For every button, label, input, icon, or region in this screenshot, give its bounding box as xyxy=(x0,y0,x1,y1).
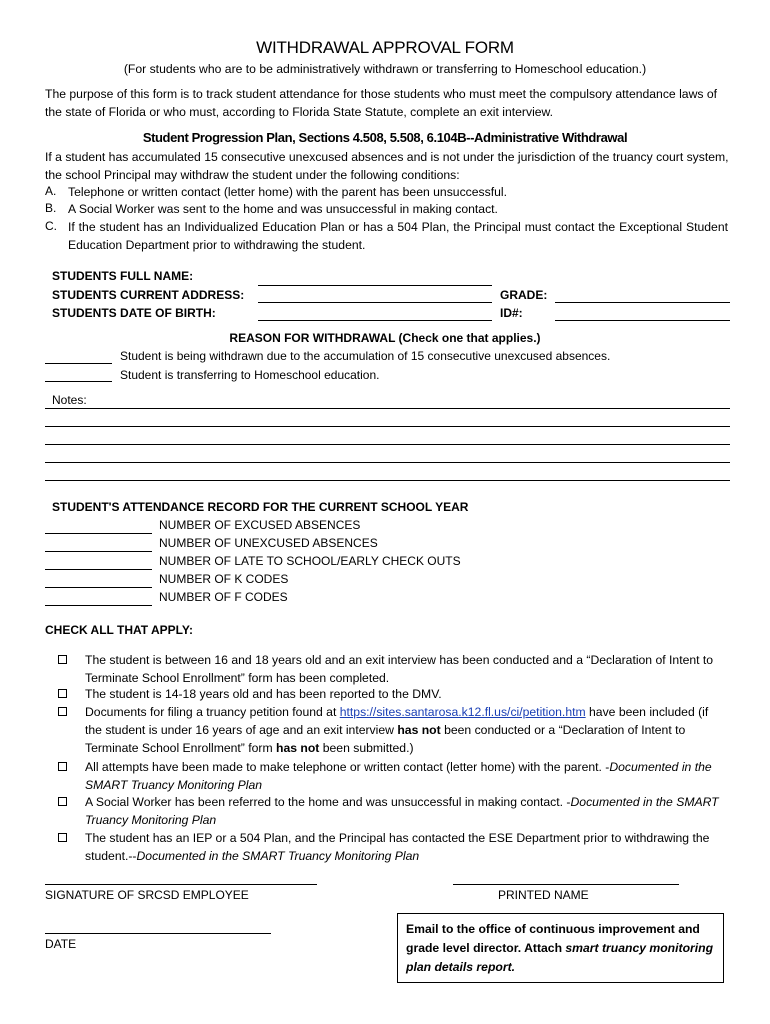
full-name-field[interactable] xyxy=(258,285,492,286)
notes-line-1[interactable] xyxy=(45,408,730,409)
dob-label: STUDENTS DATE OF BIRTH: xyxy=(52,306,216,320)
checklist-item-2: The student is 14-18 years old and has been reported to the DMV. xyxy=(85,687,442,701)
checklist-item-4: All attempts have been made to make telephone or written contact (letter home) with the parent. -Documented in the SMART Truancy Monitoring Plan xyxy=(85,760,712,792)
checklist-item-6: The student has an IEP or a 504 Plan, and the Principal has contacted the ESE Department prior to withdrawing the student.--Documented in the SMART Truancy Monitoring Plan xyxy=(85,831,710,863)
id-field[interactable] xyxy=(555,320,730,321)
unexcused-field[interactable] xyxy=(45,551,152,552)
checkbox-6[interactable] xyxy=(58,833,67,842)
condition-a-text: Telephone or written contact (letter home) with the parent has been unsuccessful. xyxy=(68,185,507,199)
reason-option-2: Student is transferring to Homeschool education. xyxy=(120,368,380,382)
address-label: STUDENTS CURRENT ADDRESS: xyxy=(52,288,245,302)
notes-line-2[interactable] xyxy=(45,426,730,427)
employee-signature-field[interactable] xyxy=(45,884,317,885)
plan-heading: Student Progression Plan, Sections 4.508, 5.508, 6.104B--Administrative Withdrawal xyxy=(142,130,628,145)
purpose-paragraph: The purpose of this form is to track student attendance for those students who must meet the compulsory attendance laws of the state of Florida or who must, according to Florida State Statute, complete an exit interview. xyxy=(45,87,718,119)
notes-label: Notes: xyxy=(52,393,87,407)
notes-line-5[interactable] xyxy=(45,480,730,481)
grade-label: GRADE: xyxy=(500,288,548,302)
checklist-item-5: A Social Worker has been referred to the home and was unsuccessful in making contact. -Documented in the SMART Truancy Monitoring Plan xyxy=(85,795,719,827)
k-codes-label: NUMBER OF K CODES xyxy=(159,572,289,586)
condition-a-letter: A. xyxy=(45,184,57,198)
unexcused-label: NUMBER OF UNEXCUSED ABSENCES xyxy=(159,536,378,550)
reason-option-2-field[interactable] xyxy=(45,381,112,382)
checklist-heading: CHECK ALL THAT APPLY: xyxy=(45,623,194,637)
petition-link[interactable]: https://sites.santarosa.k12.fl.us/ci/petition.htm xyxy=(339,705,586,719)
checkbox-2[interactable] xyxy=(58,689,67,698)
form-title: WITHDRAWAL APPROVAL FORM xyxy=(256,38,514,57)
grade-field[interactable] xyxy=(555,302,730,303)
attendance-heading: STUDENT'S ATTENDANCE RECORD FOR THE CURRENT SCHOOL YEAR xyxy=(52,500,469,514)
notes-line-3[interactable] xyxy=(45,444,730,445)
checkbox-1[interactable] xyxy=(58,655,67,664)
reason-option-1-field[interactable] xyxy=(45,363,112,364)
notes-line-4[interactable] xyxy=(45,462,730,463)
condition-c-text: If the student has an Individualized Education Plan or has a 504 Plan, the Principal must contact the Exceptional Student Education Department prior to withdrawing the student. xyxy=(68,220,728,252)
date-label: DATE xyxy=(45,937,77,951)
excused-field[interactable] xyxy=(45,533,152,534)
reason-option-1: Student is being withdrawn due to the accumulation of 15 consecutive unexcused absences. xyxy=(120,349,611,363)
full-name-label: STUDENTS FULL NAME: xyxy=(52,269,194,283)
f-codes-field[interactable] xyxy=(45,605,152,606)
dob-field[interactable] xyxy=(258,320,492,321)
late-field[interactable] xyxy=(45,569,152,570)
condition-b-text: A Social Worker was sent to the home and was unsuccessful in making contact. xyxy=(68,202,498,216)
late-label: NUMBER OF LATE TO SCHOOL/EARLY CHECK OUTS xyxy=(159,554,461,568)
plan-intro: If a student has accumulated 15 consecutive unexcused absences and is not under the jurisdiction of the truancy court system, the school Principal may withdraw the student under the following conditions: xyxy=(45,150,729,182)
f-codes-label: NUMBER OF F CODES xyxy=(159,590,288,604)
checklist-item-3: Documents for filing a truancy petition found at https://sites.santarosa.k12.fl.us/ci/petition.htm have been included (if the student is under 16 years of age and an exit interview has not been conducted or a “Declaration of Intent to Terminate School Enrollment” form has not been submitted.) xyxy=(85,705,709,755)
k-codes-field[interactable] xyxy=(45,587,152,588)
printed-name-label: PRINTED NAME xyxy=(498,888,589,902)
condition-c-letter: C. xyxy=(45,219,57,233)
checkbox-4[interactable] xyxy=(58,762,67,771)
checklist-item-1: The student is between 16 and 18 years old and an exit interview has been conducted and a “Declaration of Intent to Terminate School Enrollment” form has been completed. xyxy=(85,653,714,685)
reason-heading: REASON FOR WITHDRAWAL (Check one that applies.) xyxy=(229,331,541,345)
checkbox-5[interactable] xyxy=(58,797,67,806)
email-notice-box: Email to the office of continuous improvement and grade level director. Attach smart truancy monitoring plan details report. xyxy=(397,913,724,983)
printed-name-field[interactable] xyxy=(453,884,679,885)
form-subtitle: (For students who are to be administratively withdrawn or transferring to Homeschool education.) xyxy=(123,62,647,76)
checkbox-3[interactable] xyxy=(58,707,67,716)
employee-signature-label: SIGNATURE OF SRCSD EMPLOYEE xyxy=(45,888,249,902)
condition-b-letter: B. xyxy=(45,201,57,215)
id-label: ID#: xyxy=(500,306,523,320)
address-field[interactable] xyxy=(258,302,492,303)
date-field[interactable] xyxy=(45,933,271,934)
excused-label: NUMBER OF EXCUSED ABSENCES xyxy=(159,518,361,532)
